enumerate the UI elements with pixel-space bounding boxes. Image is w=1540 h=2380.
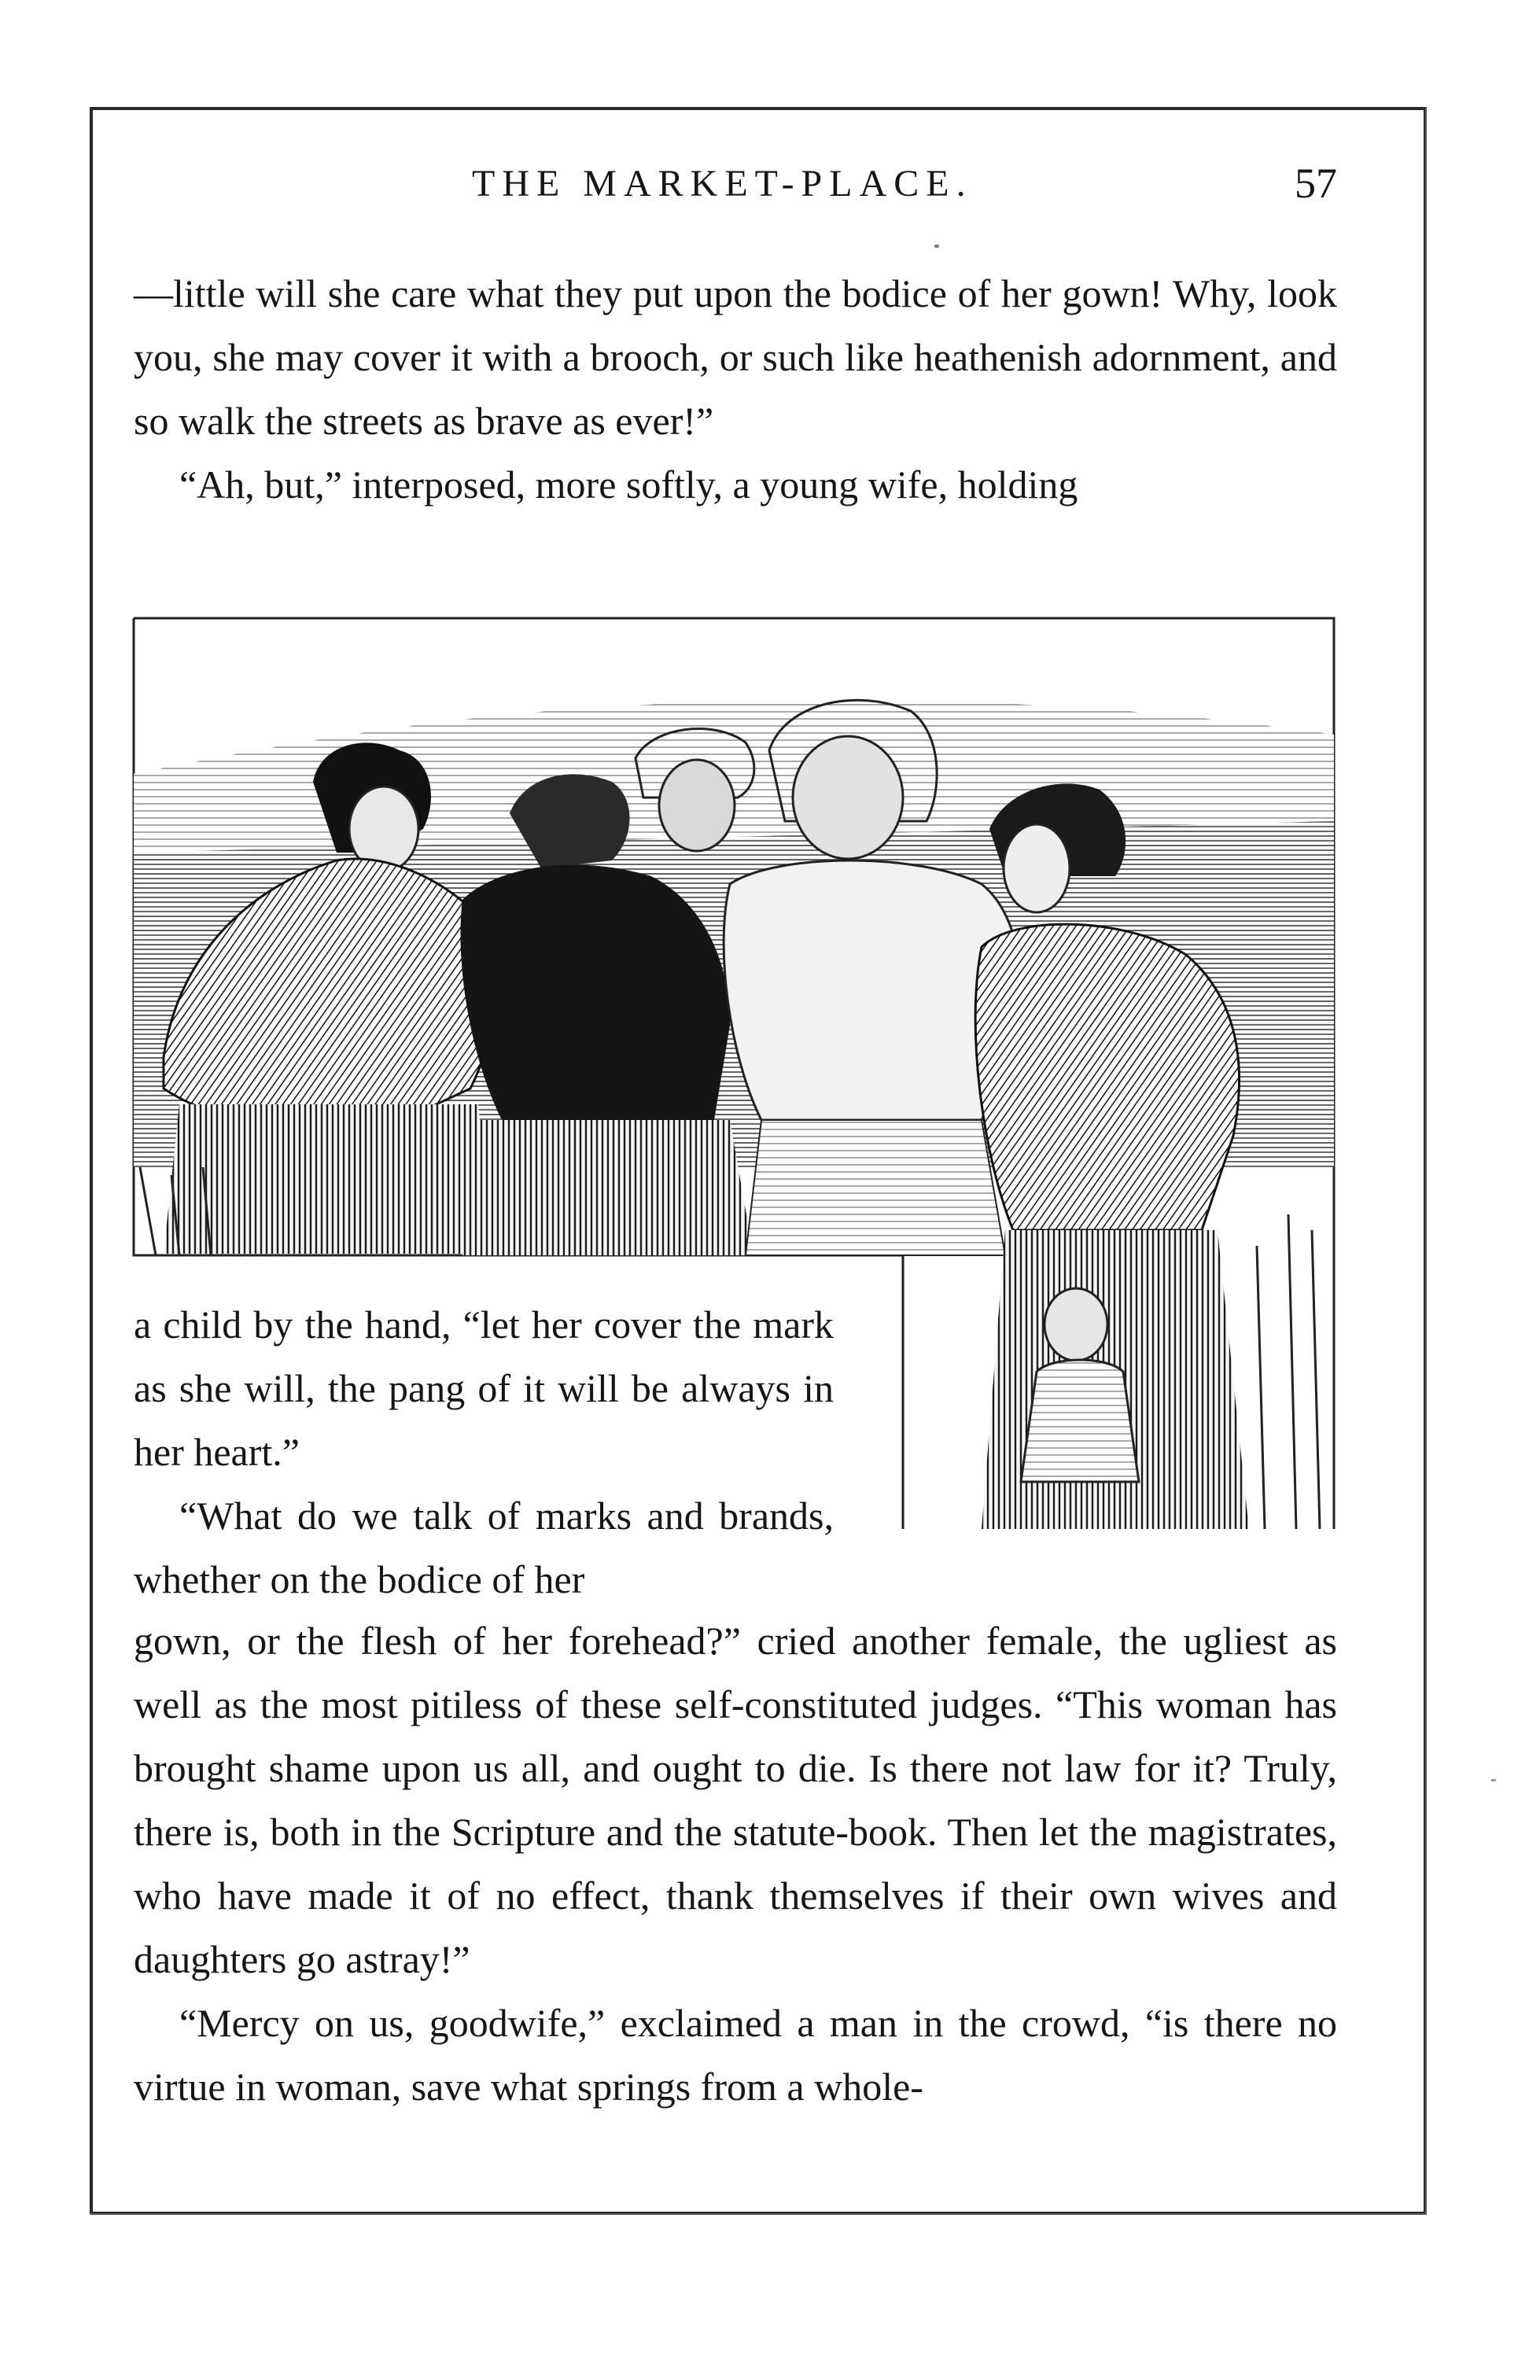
running-title: THE MARKET-PLACE. bbox=[472, 163, 973, 204]
page-number: 57 bbox=[1295, 160, 1337, 207]
young-wife-face bbox=[1004, 824, 1070, 912]
child-face bbox=[1044, 1288, 1107, 1361]
printer-speck bbox=[934, 245, 939, 248]
stout-woman-apron bbox=[746, 1120, 1005, 1255]
text-block-wrap bbox=[134, 1293, 834, 1612]
paragraph-child-hand: a child by the hand, “let her cover the mark as she will, the pang of it will be always in her heart.” bbox=[134, 1302, 834, 1474]
stout-woman-face bbox=[793, 736, 903, 859]
child-body bbox=[1021, 1360, 1139, 1482]
paragraph-marks-brands: “What do we talk of marks and brands, whether on the bodice of her bbox=[134, 1494, 834, 1601]
text-block-top bbox=[134, 262, 1337, 517]
paragraph-continuation: —little will she care what they put upon the bodice of her gown! Why, look you, she may cover it with a brooch, or such like heathenish adornment, and so walk the streets as brave as ever!” bbox=[134, 271, 1337, 443]
middle-woman-face bbox=[659, 760, 735, 851]
left-woman-skirt bbox=[164, 1104, 494, 1254]
running-head bbox=[134, 162, 1337, 209]
young-wife-dress bbox=[975, 924, 1239, 1230]
back-woman-skirt bbox=[462, 1120, 753, 1255]
paragraph-pitiless-judge: gown, or the flesh of her forehead?” cried another female, the ugliest as well as the most pitiless of these self-constituted judges. “This woman has brought shame upon us all, and ought to die. Is there not law for it? Truly, there is, both in the Scripture and the statute-book. Then let the magistrates, who have made it of no effect, thank themselves if their own wives and daughters go astray!” bbox=[134, 1619, 1337, 1981]
paragraph-mercy: “Mercy on us, goodwife,” exclaimed a man in the crowd, “is there no virtue in woman, save what springs from a whole- bbox=[134, 2001, 1337, 2109]
text-block-bottom bbox=[134, 1609, 1337, 2119]
margin-speck bbox=[1491, 1779, 1496, 1781]
paragraph-young-wife: “Ah, but,” interposed, more softly, a young wife, holding bbox=[179, 462, 1078, 507]
